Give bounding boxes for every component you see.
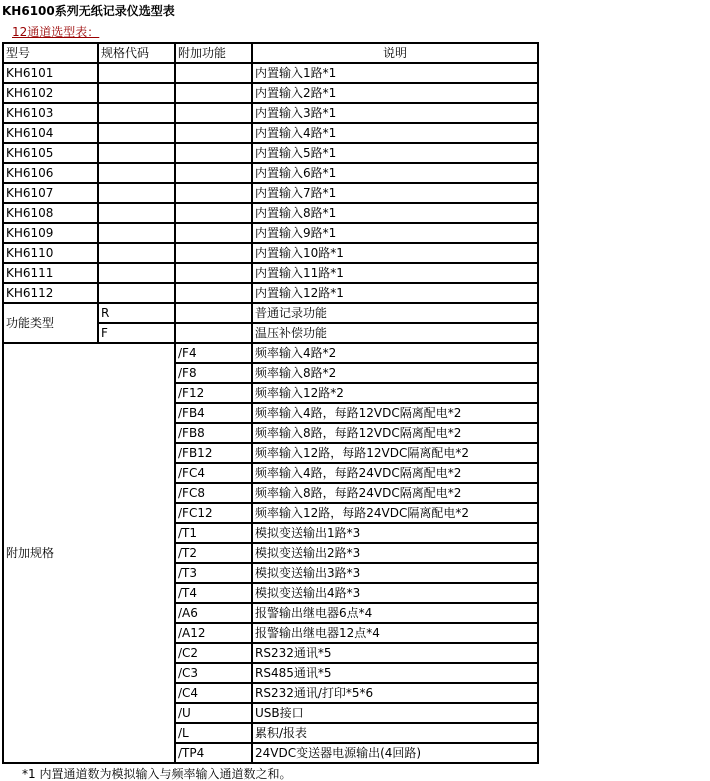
model-cell: KH6110: [3, 243, 98, 263]
description-cell: 模拟变送输出3路*3: [252, 563, 538, 583]
section-heading-12-channel: 12通道选型表：: [12, 25, 100, 39]
spec-code-empty-cell: [98, 143, 175, 163]
description-cell: 频率输入4路*2: [252, 343, 538, 363]
description-cell: 频率输入8路，每路12VDC隔离配电*2: [252, 423, 538, 443]
addon-func-code-cell: /TP4: [175, 743, 252, 763]
model-row: [3, 223, 538, 243]
addon-func-code-cell: /T4: [175, 583, 252, 603]
addon-func-code-cell: /F4: [175, 343, 252, 363]
additional-spec-row: [3, 343, 538, 363]
description-cell: 频率输入8路*2: [252, 363, 538, 383]
function-type-row: [3, 303, 538, 323]
model-cell: KH6106: [3, 163, 98, 183]
description-cell: 报警输出继电器6点*4: [252, 603, 538, 623]
addon-func-empty-cell: [175, 103, 252, 123]
description-cell: 内置输入10路*1: [252, 243, 538, 263]
spec-code-empty-cell: [98, 63, 175, 83]
spec-code-empty-cell: [98, 223, 175, 243]
spec-code-empty-cell: [98, 263, 175, 283]
description-cell: 温压补偿功能: [252, 323, 538, 343]
addon-func-empty-cell: [175, 223, 252, 243]
model-row: [3, 183, 538, 203]
model-row: [3, 263, 538, 283]
model-cell: KH6111: [3, 263, 98, 283]
model-row: [3, 83, 538, 103]
addon-func-empty-cell: [175, 183, 252, 203]
page-title: KH6100系列无纸记录仪选型表: [2, 4, 175, 18]
model-cell: KH6107: [3, 183, 98, 203]
model-row: [3, 63, 538, 83]
description-cell: 频率输入12路，每路24VDC隔离配电*2: [252, 503, 538, 523]
spec-code-empty-cell: [98, 243, 175, 263]
description-cell: 模拟变送输出1路*3: [252, 523, 538, 543]
description-cell: 内置输入9路*1: [252, 223, 538, 243]
description-cell: 内置输入6路*1: [252, 163, 538, 183]
description-cell: 模拟变送输出4路*3: [252, 583, 538, 603]
model-row: [3, 123, 538, 143]
description-cell: 内置输入2路*1: [252, 83, 538, 103]
addon-func-empty-cell: [175, 283, 252, 303]
addon-func-code-cell: /C3: [175, 663, 252, 683]
spec-code-cell: F: [98, 323, 175, 343]
model-cell: KH6101: [3, 63, 98, 83]
addon-func-code-cell: /C4: [175, 683, 252, 703]
model-row: [3, 163, 538, 183]
model-cell: KH6103: [3, 103, 98, 123]
header-row: [3, 43, 538, 63]
model-cell: KH6108: [3, 203, 98, 223]
addon-func-code-cell: /L: [175, 723, 252, 743]
description-cell: 频率输入12路*2: [252, 383, 538, 403]
description-cell: 内置输入11路*1: [252, 263, 538, 283]
description-cell: 24VDC变送器电源输出(4回路): [252, 743, 538, 763]
spec-code-empty-cell: [98, 163, 175, 183]
description-cell: 内置输入3路*1: [252, 103, 538, 123]
additional-spec-label-cell: 附加规格: [3, 343, 175, 763]
col-header-model: 型号: [3, 43, 98, 63]
addon-func-code-cell: /T3: [175, 563, 252, 583]
description-cell: 内置输入8路*1: [252, 203, 538, 223]
model-row: [3, 203, 538, 223]
addon-func-code-cell: /U: [175, 703, 252, 723]
spec-code-empty-cell: [98, 83, 175, 103]
description-cell: 内置输入12路*1: [252, 283, 538, 303]
addon-func-code-cell: /F8: [175, 363, 252, 383]
description-cell: 频率输入8路，每路24VDC隔离配电*2: [252, 483, 538, 503]
description-cell: 内置输入4路*1: [252, 123, 538, 143]
description-cell: 内置输入7路*1: [252, 183, 538, 203]
addon-func-empty-cell: [175, 303, 252, 323]
model-cell: KH6109: [3, 223, 98, 243]
addon-func-code-cell: /T2: [175, 543, 252, 563]
function-type-label-cell: 功能类型: [3, 303, 98, 343]
selection-table: [2, 42, 539, 764]
addon-func-code-cell: /A12: [175, 623, 252, 643]
addon-func-empty-cell: [175, 203, 252, 223]
addon-func-code-cell: /FB8: [175, 423, 252, 443]
model-cell: KH6104: [3, 123, 98, 143]
addon-func-empty-cell: [175, 83, 252, 103]
addon-func-empty-cell: [175, 123, 252, 143]
addon-func-code-cell: /A6: [175, 603, 252, 623]
description-cell: 内置输入1路*1: [252, 63, 538, 83]
addon-func-code-cell: /FC4: [175, 463, 252, 483]
description-cell: 累积/报表: [252, 723, 538, 743]
spec-code-cell: R: [98, 303, 175, 323]
spec-code-empty-cell: [98, 123, 175, 143]
description-cell: 报警输出继电器12点*4: [252, 623, 538, 643]
description-cell: 频率输入4路，每路24VDC隔离配电*2: [252, 463, 538, 483]
description-cell: 普通记录功能: [252, 303, 538, 323]
addon-func-empty-cell: [175, 323, 252, 343]
col-header-addon-func: 附加功能: [175, 43, 252, 63]
addon-func-code-cell: /T1: [175, 523, 252, 543]
col-header-spec-code: 规格代码: [98, 43, 175, 63]
description-cell: RS485通讯*5: [252, 663, 538, 683]
spec-code-empty-cell: [98, 283, 175, 303]
model-cell: KH6102: [3, 83, 98, 103]
description-cell: 频率输入12路，每路12VDC隔离配电*2: [252, 443, 538, 463]
model-cell: KH6105: [3, 143, 98, 163]
description-cell: 模拟变送输出2路*3: [252, 543, 538, 563]
addon-func-code-cell: /FC8: [175, 483, 252, 503]
addon-func-code-cell: /C2: [175, 643, 252, 663]
model-row: [3, 103, 538, 123]
model-row: [3, 143, 538, 163]
addon-func-code-cell: /F12: [175, 383, 252, 403]
description-cell: 内置输入5路*1: [252, 143, 538, 163]
addon-func-empty-cell: [175, 163, 252, 183]
spec-code-empty-cell: [98, 203, 175, 223]
addon-func-code-cell: /FB4: [175, 403, 252, 423]
model-row: [3, 283, 538, 303]
spec-code-empty-cell: [98, 103, 175, 123]
description-cell: RS232通讯*5: [252, 643, 538, 663]
addon-func-code-cell: /FB12: [175, 443, 252, 463]
addon-func-empty-cell: [175, 263, 252, 283]
addon-func-code-cell: /FC12: [175, 503, 252, 523]
description-cell: 频率输入4路，每路12VDC隔离配电*2: [252, 403, 538, 423]
description-cell: USB接口: [252, 703, 538, 723]
footnote: *1 内置通道数为模拟输入与频率输入通道数之和。: [22, 767, 292, 781]
spec-code-empty-cell: [98, 183, 175, 203]
addon-func-empty-cell: [175, 143, 252, 163]
addon-func-empty-cell: [175, 243, 252, 263]
model-cell: KH6112: [3, 283, 98, 303]
description-cell: RS232通讯/打印*5*6: [252, 683, 538, 703]
addon-func-empty-cell: [175, 63, 252, 83]
col-header-description: 说明: [252, 43, 538, 63]
model-row: [3, 243, 538, 263]
